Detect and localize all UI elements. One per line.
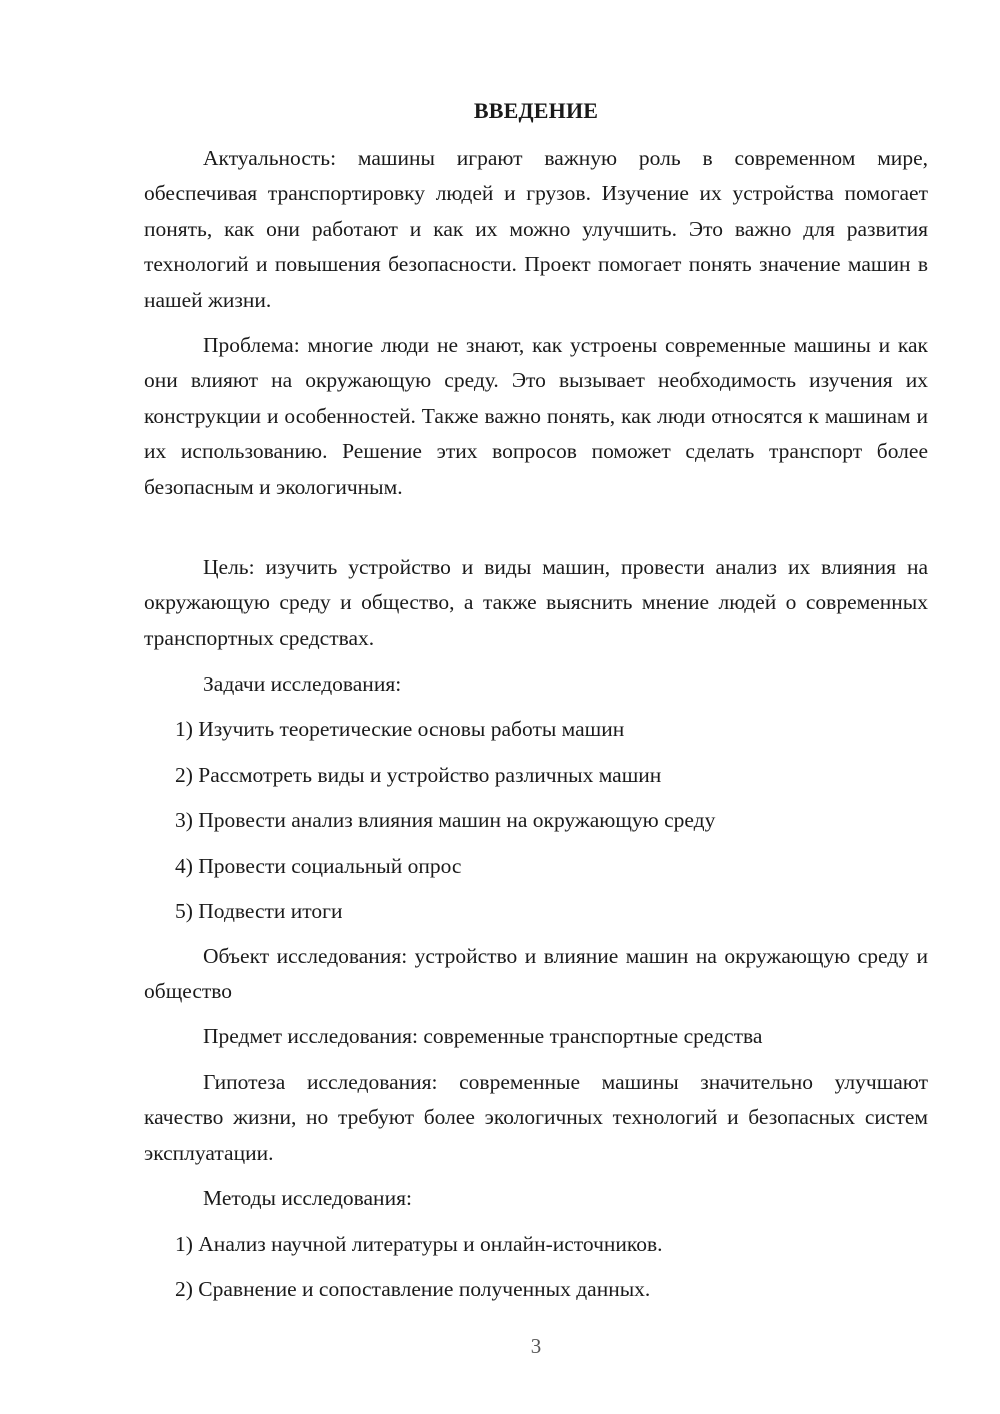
subject-paragraph: Предмет исследования: современные транспортные средства (203, 1024, 763, 1048)
problem-paragraph: Проблема: многие люди не знают, как устроены современные машины и как они влияют на окружающую среду. Это вызывает необходимость изучения их конструкции и особенностей. Также важно понять, как люди относятся к машинам и их использованию. Решение этих вопросов поможет сделать транспорт более безопасным и экологичным. (144, 333, 928, 499)
task-item-4: 4) Провести социальный опрос (175, 854, 462, 878)
hypothesis-paragraph: Гипотеза исследования: современные машины значительно улучшают качество жизни, но требуют более экологичных технологий и безопасных систем эксплуатации. (144, 1070, 928, 1165)
task-item-2: 2) Рассмотреть виды и устройство различных машин (175, 763, 662, 787)
method-item-1: 1) Анализ научной литературы и онлайн-источников. (175, 1232, 663, 1256)
object-paragraph: Объект исследования: устройство и влияние машин на окружающую среду и общество (144, 944, 928, 1004)
section-heading: ВВЕДЕНИЕ (473, 98, 599, 123)
goal-paragraph: Цель: изучить устройство и виды машин, провести анализ их влияния на окружающую среду и общество, а также выяснить мнение людей о современных транспортных средствах. (144, 555, 928, 650)
document-page (144, 0, 928, 1414)
method-item-2: 2) Сравнение и сопоставление полученных данных. (175, 1277, 651, 1301)
task-item-1: 1) Изучить теоретические основы работы машин (175, 717, 625, 741)
relevance-paragraph: Актуальность: машины играют важную роль в современном мире, обеспечивая транспортировку людей и грузов. Изучение их устройства помогает понять, как они работают и как их можно улучшить. Это важно для развития технологий и повышения безопасности. Проект помогает понять значение машин в нашей жизни. (144, 146, 928, 312)
page-number: 3 (530, 1334, 542, 1358)
task-item-3: 3) Провести анализ влияния машин на окружающую среду (175, 808, 716, 832)
methods-title: Методы исследования: (203, 1186, 412, 1210)
task-item-5: 5) Подвести итоги (175, 899, 343, 923)
tasks-title: Задачи исследования: (203, 672, 402, 696)
